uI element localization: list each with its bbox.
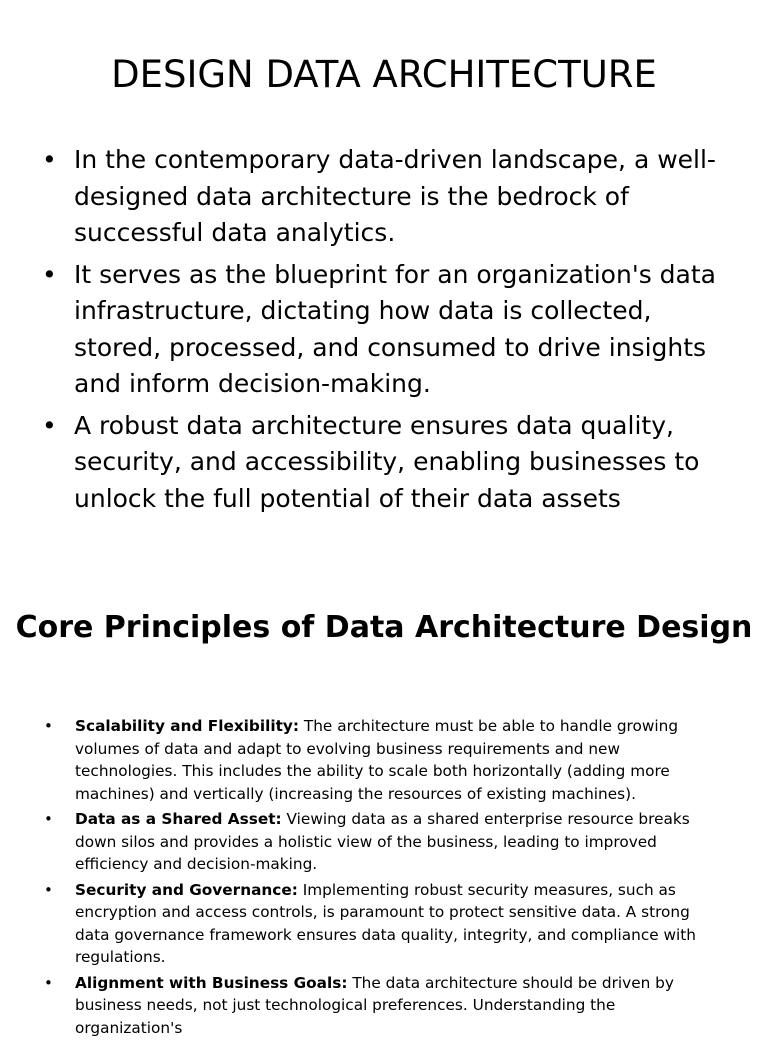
principle-heading: Scalability and Flexibility: — [75, 717, 300, 735]
principle-text: The data architecture should be driven by business needs, not just technological preferences. Understanding the organization's — [75, 973, 674, 1037]
principle-heading: Security and Governance: — [75, 880, 298, 899]
bullet-icon: • — [44, 880, 53, 899]
bullet-item — [42, 408, 732, 518]
principle-heading: Alignment with Business Goals: — [75, 973, 348, 992]
bullet-icon: • — [42, 259, 57, 289]
bullet-text: A robust data architecture ensures data quality, security, and accessibility, enabling businesses to unlock the full potential of their data assets — [74, 410, 700, 513]
principle-item — [44, 808, 726, 876]
bullet-list — [44, 715, 726, 1042]
principle-text: The architecture must be able to handle growing volumes of data and adapt to evolving business requirements and new technologies. This includes the ability to scale both horizontally (adding more machines) and vertically (increasing the resources of existing machines). — [75, 717, 679, 803]
principle-text: Implementing robust security measures, such as encryption and access controls, is paramount to protect sensitive data. A strong data governance framework ensures data quality, integrity, and compliance with regulations. — [75, 880, 697, 966]
bullet-icon: • — [44, 973, 53, 992]
bullet-list — [42, 142, 732, 522]
principle-item — [44, 715, 726, 805]
bullet-icon: • — [44, 717, 53, 735]
bullet-icon: • — [42, 410, 57, 440]
principle-heading: Data as a Shared Asset: — [75, 810, 282, 828]
slide-title: Core Principles of Data Architecture Design — [15, 610, 753, 645]
bullet-text: It serves as the blueprint for an organization's data infrastructure, dictating how data is collected, stored, processed, and consumed to drive insights and inform decision-making. — [74, 259, 716, 398]
principle-item — [44, 879, 726, 969]
bullet-icon: • — [42, 145, 57, 174]
slide-core-principles — [0, 590, 768, 1037]
slide-title: DESIGN DATA ARCHITECTURE — [111, 53, 657, 96]
bullet-text: In the contemporary data-driven landscape, a well-designed data architecture is the bedrock of successful data analytics. — [74, 145, 716, 247]
bullet-item — [42, 257, 732, 403]
bullet-icon: • — [44, 810, 53, 828]
principle-text: Viewing data as a shared enterprise resource breaks down silos and provides a holistic view of the business, leading to improved efficiency and decision-making. — [75, 810, 690, 873]
bullet-item — [42, 142, 732, 252]
principle-item — [44, 972, 726, 1040]
